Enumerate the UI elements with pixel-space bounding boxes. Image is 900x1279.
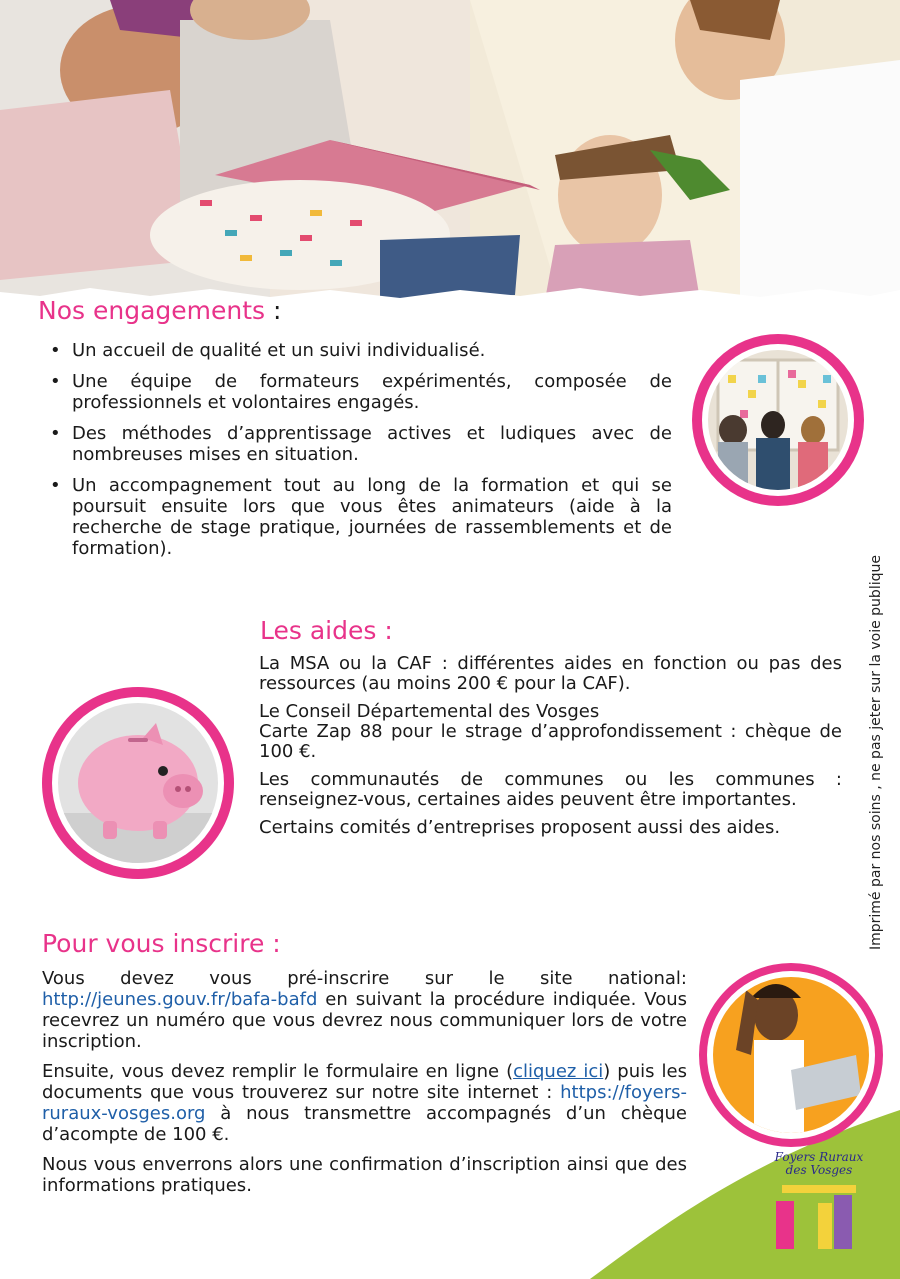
inscription-paragraph: Nous vous enverrons alors une confirmation d’inscription ainsi que des informations pratiques. xyxy=(42,1154,687,1196)
aides-text xyxy=(259,654,842,846)
piggy-bank-photo xyxy=(38,683,238,883)
aides-paragraph xyxy=(259,702,842,762)
inscription-text-part: Ensuite, vous devez remplir le formulaire en ligne ( xyxy=(42,1061,514,1082)
inscription-paragraph xyxy=(42,968,687,1052)
hero-photo xyxy=(0,0,900,300)
inscription-text-part: à nous transmettre accompagnés d’un chèque d’acompte de 100 €. xyxy=(42,1103,687,1145)
engagements-heading xyxy=(38,296,281,325)
inscription-text-part: en suivant la procédure indiquée. Vous recevrez un numéro que vous devrez nous communiquer lors de votre inscription. xyxy=(42,989,687,1052)
website-link[interactable]: https://foyers-ruraux-vosges.org xyxy=(42,1082,687,1124)
aides-paragraph: Certains comités d’entreprises proposent aussi des aides. xyxy=(259,817,781,838)
inscription-heading: Pour vous inscrire : xyxy=(42,929,281,958)
form-link[interactable]: cliquez ici xyxy=(513,1061,604,1082)
logo-graphic xyxy=(774,1181,864,1251)
training-group-photo xyxy=(688,330,868,510)
aides-line: Le Conseil Départemental des Vosges xyxy=(259,701,600,722)
aides-paragraph: Les communautés de communes ou les communes : renseignez-vous, certaines aides peuvent être importantes. xyxy=(259,769,842,810)
logo-line: des Vosges xyxy=(785,1163,853,1177)
logo-text xyxy=(774,1151,864,1177)
list-item: • Des méthodes d’apprentissage actives et ludiques avec de nombreuses mises en situation. xyxy=(48,423,672,465)
excited-student-photo xyxy=(696,960,886,1150)
print-notice: Imprimé par nos soins , ne pas jeter sur la voie publique xyxy=(868,555,884,950)
engagements-colon: : xyxy=(265,296,282,325)
aides-line: Carte Zap 88 pour le strage d’approfondissement : chèque de 100 €. xyxy=(259,721,842,762)
aides-heading: Les aides : xyxy=(260,616,393,645)
inscription-text-part: ) puis les documents que vous trouverez sur notre site internet : xyxy=(42,1061,687,1103)
engagements-list xyxy=(48,340,672,569)
inscription-text-part: Vous devez vous pré-inscrire sur le site national: xyxy=(42,968,687,989)
list-item: • Un accompagnement tout au long de la formation et qui se poursuit ensuite lors que vous êtes animateurs (aide à la recherche de stage pratique, journées de rassemblements et de formation). xyxy=(48,475,672,559)
aides-paragraph: La MSA ou la CAF : différentes aides en fonction ou pas des ressources (au moins 200 € pour la CAF). xyxy=(259,653,842,694)
foyers-ruraux-logo xyxy=(774,1151,864,1251)
list-item: • Une équipe de formateurs expérimentés, composée de professionnels et volontaires engagés. xyxy=(48,371,672,413)
engagements-title: Nos engagements xyxy=(38,296,266,325)
logo-line: Foyers Ruraux xyxy=(774,1150,864,1164)
list-item: • Un accueil de qualité et un suivi individualisé. xyxy=(48,340,672,361)
bafa-link[interactable]: http://jeunes.gouv.fr/bafa-bafd xyxy=(42,989,318,1010)
